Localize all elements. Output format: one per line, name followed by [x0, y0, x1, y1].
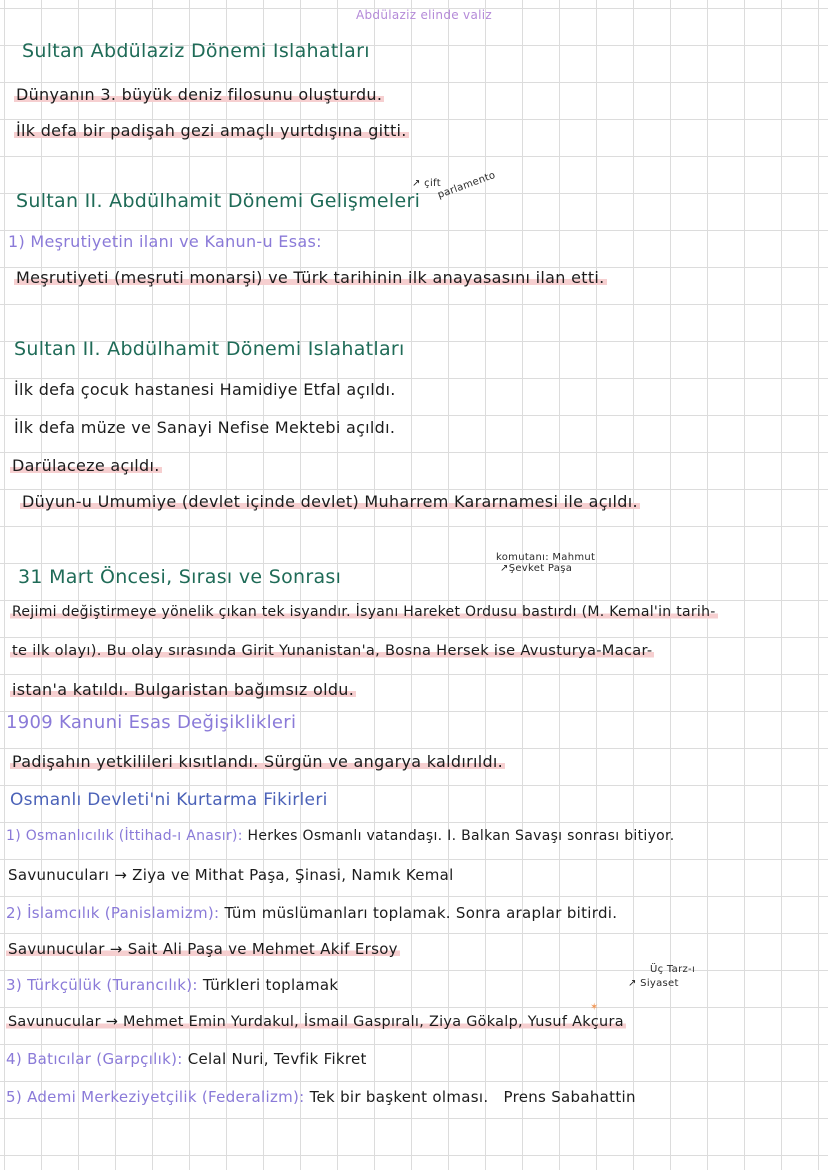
highlighted-text: Dünyanın 3. büyük deniz filosunu oluşturdu. — [16, 85, 383, 104]
arrow-icon: ↗ — [628, 978, 637, 989]
section-title-rescue-ideas: Osmanlı Devleti'ni Kurtarma Fikirleri — [10, 790, 328, 810]
section-title-1909-changes: 1909 Kanuni Esas Değişiklikleri — [6, 712, 297, 733]
highlighted-text: İlk defa bir padişah gezi amaçlı yurtdışına gitti. — [16, 121, 407, 140]
idea-item-1 — [6, 828, 675, 844]
highlighted-text: Düyun-u Umumiye (devlet içinde devlet) Muharrem Kararnamesi ile açıldı. — [22, 492, 638, 511]
idea-item-5 — [6, 1088, 636, 1106]
idea-label: 1) Osmanlıcılık (İttihad-ı Anasır): — [6, 828, 243, 844]
subheading-mesrutiyet: 1) Meşrutiyetin ilanı ve Kanun-u Esas: — [8, 232, 322, 251]
section-title-abdulhamit-reforms: Sultan II. Abdülhamit Dönemi Islahatları — [14, 338, 405, 360]
section-title-abdulaziz-reforms: Sultan Abdülaziz Dönemi Islahatları — [22, 40, 370, 62]
side-note-text: çift — [424, 178, 441, 189]
text-line — [14, 85, 384, 104]
text-line — [20, 492, 640, 511]
idea-text: Herkes Osmanlı vatandaşı. I. Balkan Savaşı sonrası bitiyor. — [247, 828, 675, 844]
text-line — [14, 121, 409, 140]
text-line — [14, 268, 607, 287]
side-note — [628, 978, 679, 989]
idea-defenders-2 — [6, 940, 400, 958]
side-note: komutanı: Mahmut — [496, 552, 596, 563]
side-note: Üç Tarz-ı — [650, 964, 696, 975]
top-note: Abdülaziz elinde valiz — [356, 8, 492, 22]
side-note-text: Şevket Paşa — [508, 563, 573, 574]
idea-name: Prens Sabahattin — [503, 1088, 636, 1106]
section-title-abdulhamit-developments: Sultan II. Abdülhamit Dönemi Gelişmeleri — [16, 190, 421, 212]
star-icon: ✶ — [590, 1002, 599, 1013]
idea-label: 5) Ademi Merkeziyetçilik (Federalizm): — [6, 1088, 305, 1106]
idea-label: 2) İslamcılık (Panislamizm): — [6, 904, 220, 922]
highlighted-text: Padişahın yetkilileri kısıtlandı. Sürgün ve angarya kaldırıldı. — [12, 752, 504, 771]
side-note-text: Siyaset — [640, 978, 679, 989]
text-line — [10, 604, 718, 620]
idea-defenders-1: Savunucuları → Ziya ve Mithat Paşa, Şinasi, Namık Kemal — [8, 866, 454, 884]
idea-label: 4) Batıcılar (Garpçılık): — [6, 1050, 183, 1068]
section-title-31-mart: 31 Mart Öncesi, Sırası ve Sonrası — [18, 566, 342, 588]
side-note-rotated: parlamento — [436, 169, 498, 201]
text-line — [10, 642, 654, 659]
idea-text: Türkleri toplamak — [202, 976, 339, 994]
idea-text: Celal Nuri, Tevfik Fikret — [187, 1050, 367, 1068]
highlighted-text: Savunucular → Sait Ali Paşa ve Mehmet Akif Ersoy — [8, 940, 398, 958]
idea-item-2 — [6, 904, 617, 922]
text-line — [10, 752, 505, 771]
text-line — [10, 456, 162, 475]
highlighted-text: te ilk olayı). Bu olay sırasında Girit Yunanistan'a, Bosna Hersek ise Avusturya-Macar- — [12, 642, 653, 659]
idea-item-4 — [6, 1050, 367, 1068]
highlighted-text: Savunucular → Mehmet Emin Yurdakul, İsmail Gaspıralı, Ziya Gökalp, Yusuf Akçura — [8, 1014, 624, 1030]
text-line: İlk defa müze ve Sanayi Nefise Mektebi açıldı. — [14, 418, 396, 437]
side-note — [412, 178, 441, 189]
idea-text: Tüm müslümanları toplamak. Sonra araplar bitirdi. — [224, 904, 618, 922]
highlighted-text: Meşrutiyeti (meşruti monarşi) ve Türk tarihinin ilk anayasasını ilan etti. — [16, 268, 605, 287]
highlighted-text: istan'a katıldı. Bulgaristan bağımsız oldu. — [12, 680, 355, 699]
idea-text: Tek bir başkent olması. — [309, 1088, 489, 1106]
idea-defenders-3 — [6, 1014, 626, 1030]
side-note — [500, 563, 572, 574]
idea-label: 3) Türkçülük (Turancılık): — [6, 976, 198, 994]
highlighted-text: Darülaceze açıldı. — [12, 456, 160, 475]
highlighted-text: Rejimi değiştirmeye yönelik çıkan tek isyandır. İsyanı Hareket Ordusu bastırdı (M. Kemal'in tarih- — [12, 604, 716, 620]
arrow-icon: ↗ — [412, 178, 421, 189]
idea-item-3 — [6, 976, 338, 994]
text-line: İlk defa çocuk hastanesi Hamidiye Etfal açıldı. — [14, 380, 396, 399]
arrow-icon: ↗ — [500, 563, 509, 574]
text-line — [10, 680, 356, 699]
